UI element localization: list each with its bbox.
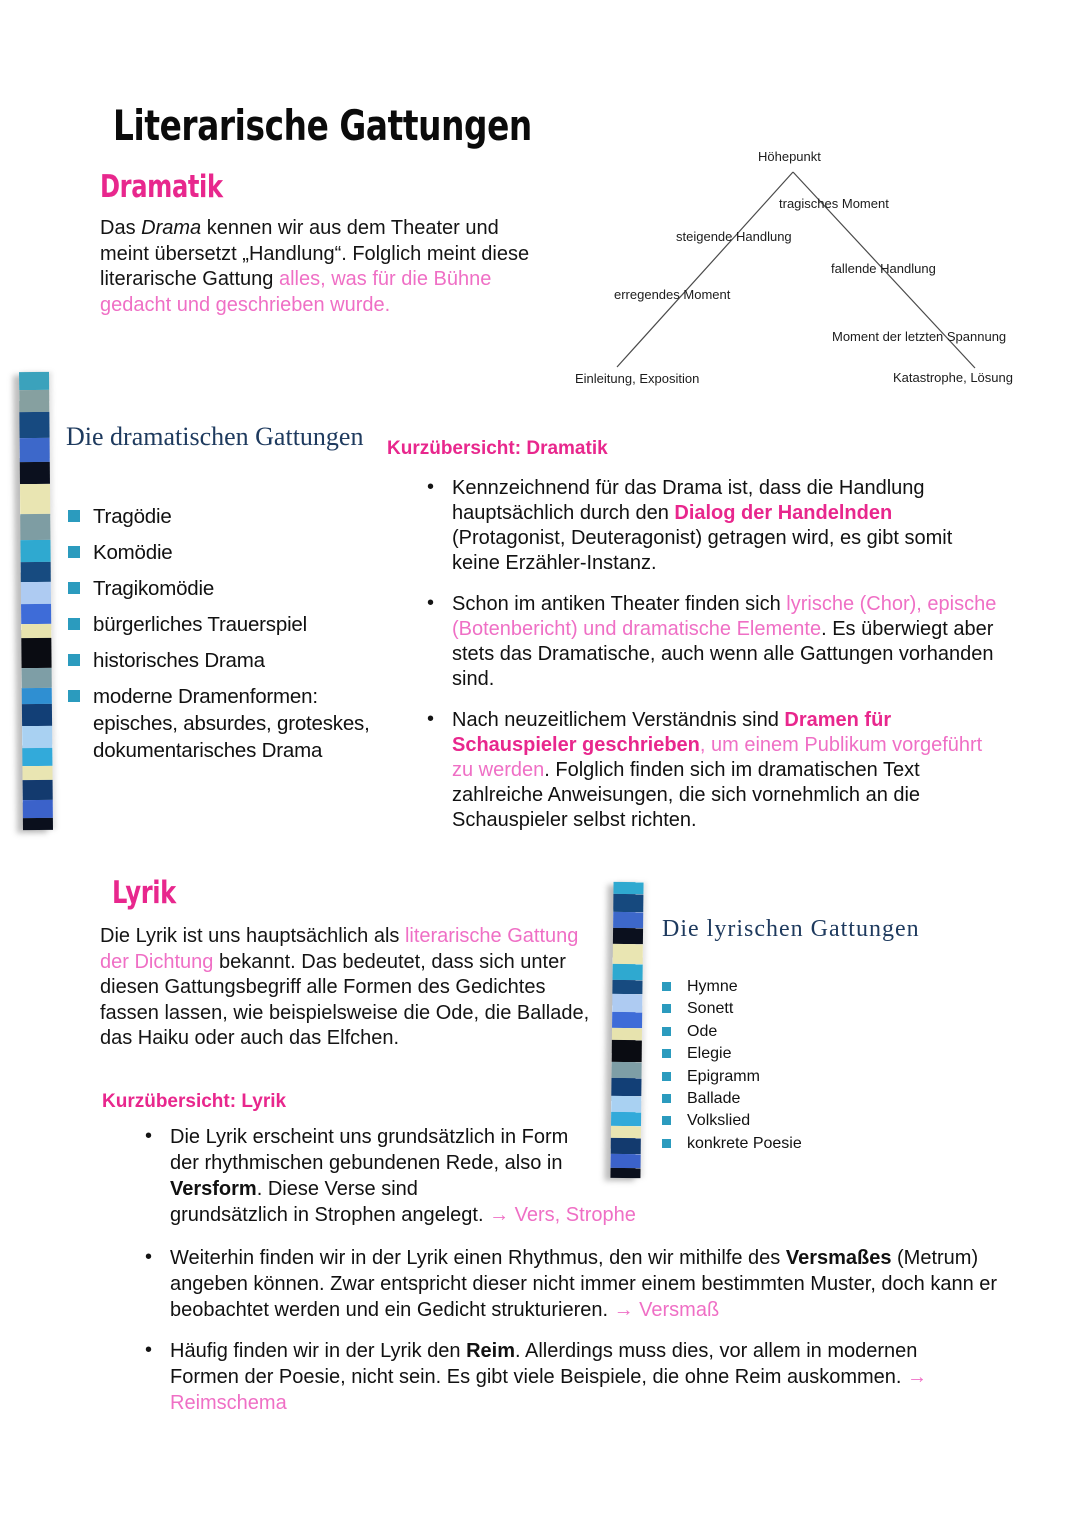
bullet-item [143,1124,636,1228]
list-item-label: Volkslied [687,1112,751,1130]
bullet-text: Weiterhin finden wir in der Lyrik einen Rhythmus, den wir mithilfe des [170,1247,786,1269]
intro-text-pink: alles, was für die Bühne gedacht und geschrieben wurde. [100,268,492,316]
stripe-segment [22,668,52,688]
list-item [68,503,403,530]
intro-text-pink: literarische Gattung der Dichtung [100,925,579,973]
stripe-segment [22,704,52,726]
bullet-text: (Protagonist, Deuteragonist) getragen wird, es gibt somit keine Erzähler-Instanz. [452,527,953,574]
bullet-dot-icon: • [145,1246,153,1268]
bullet-square-icon [662,1094,671,1103]
stripe-segment [20,540,50,562]
stripe-segment [611,1062,641,1078]
list-item [662,998,962,1020]
bullet-square-icon [662,1004,671,1013]
bullet-text-pink: → Versmaß [613,1299,720,1321]
bullet-dot-icon: • [145,1125,153,1147]
bullet-text: (Metrum) angeben können. Zwar entspricht dieser nicht immer einem bestimmten Muster, doch kann er beobachtet werden und ein Gedicht strukturieren. [170,1247,998,1321]
bullet-text-pink-bold: Dialog der Handelnden [674,502,893,524]
bullet-square-icon [662,982,671,991]
bullet-square-icon [662,1072,671,1081]
diagram-label-hoehepunkt: Höhepunkt [758,149,821,164]
list-item-label: Ode [687,1022,718,1040]
stripe-segment [612,994,642,1012]
stripe-segment [22,748,52,766]
bullet-item [143,1338,970,1416]
bullet-square-icon [662,1027,671,1036]
stripe-segment [19,372,49,390]
intro-text: Das [100,217,142,239]
bullet-item [425,592,1003,692]
stripe-segment [612,1012,642,1028]
intro-text: Die Lyrik ist uns hauptsächlich als [100,925,405,947]
stripe-segment [613,928,643,944]
bullet-text: . Diese Verse sind [256,1178,418,1200]
diagram-label-fallende-handlung: fallende Handlung [831,261,936,276]
bullet-square-icon [68,582,80,594]
bullet-text-pink: lyrische (Chor), epische (Botenbericht) und dramatische Elemente [452,593,997,640]
list-item [662,1066,962,1088]
list-item [68,683,403,764]
intro-text: bekannt. Das bedeutet, dass sich unter diesen Gattungsbegriff alle Formen des Gedichtes fassen lassen, wie beispielsweise die Ode, die Ballade, das Haiku oder auch das Elfchen. [100,950,590,1049]
list-item [68,539,403,566]
bullet-text: Häufig finden wir in der Lyrik den [170,1340,467,1362]
decorative-stripe-bar-left [19,372,53,830]
diagram-label-letzte-spannung: Moment der letzten Spannung [832,329,1007,344]
list-item-label: Hymne [687,978,738,995]
diagram-label-steigende-handlung: steigende Handlung [676,229,792,244]
bullet-text-pink-bold: Dramen für Schauspieler geschrieben [452,709,892,756]
bullet-text-bold: Versmaßes [785,1247,892,1269]
intro-text-italic: Drama [141,217,202,239]
stripe-segment [23,800,53,818]
bullet-text: Kennzeichnend für das Drama ist, dass die Handlung hauptsächlich durch den [452,477,925,524]
list-item [662,976,962,998]
bullet-square-icon [68,546,80,558]
page-title: Literarische Gattungen [113,101,532,150]
list-item-label: Elegie [687,1045,732,1063]
bullet-text: . Allerdings muss dies, vor allem in modernen Formen der Poesie, nicht sein. Es gibt viele Beispiele, die ohne Reim auskommen. [170,1340,918,1388]
stripe-segment [613,894,643,912]
stripe-segment [611,1078,641,1096]
list-item-label: moderne Dramenformen: episches, absurdes, groteskes, dokumentarisches Drama [93,685,370,762]
bullet-item [425,708,1003,833]
diagram-label-erregendes-moment: erregendes Moment [614,287,731,302]
stripe-segment [22,688,52,704]
bullet-square-icon [68,690,80,702]
list-item-label: bürgerliches Trauerspiel [93,613,307,636]
bullet-text: . Folglich finden sich im dramatischen Text zahlreiche Anweisungen, die sich vornehmlich an die Schauspieler selbst richten. [452,759,921,831]
kurz-dramatik-list [425,476,1003,849]
list-item-label: Tragödie [93,505,172,528]
bullet-text: Nach neuzeitlichem Verständnis sind [452,709,785,731]
dramatic-genres-heading: Die dramatischen Gattungen [66,422,364,451]
diagram-label-katastrophe: Katastrophe, Lösung [893,370,1013,385]
stripe-segment [612,980,642,994]
list-item [68,647,403,674]
stripe-segment [23,780,53,800]
bullet-dot-icon: • [145,1339,153,1361]
stripe-segment [21,562,51,582]
bullet-text: Die Lyrik erscheint uns grundsätzlich in Form der rhythmischen gebundenen Rede, also in [170,1126,569,1174]
dramatik-intro-paragraph [100,216,548,318]
intro-text: kennen wir aus dem Theater und meint übersetzt „Handlung“. Folglich meint diese literarische Gattung [100,217,530,291]
stripe-segment [20,438,50,462]
stripe-segment [613,882,643,894]
bullet-square-icon [68,510,80,522]
bullet-text-pink: → Vers, Strophe [489,1204,636,1226]
bullet-square-icon [662,1049,671,1058]
drama-structure-diagram [555,140,1035,392]
kurz-dramatik-heading: Kurzübersicht: Dramatik [387,438,608,459]
lyrik-heading: Lyrik [112,875,176,911]
list-item-label: konkrete Poesie [687,1134,802,1152]
bullet-square-icon [68,654,80,666]
kurz-lyrik-heading: Kurzübersicht: Lyrik [102,1091,287,1112]
list-item [68,611,403,638]
bullet-dot-icon: • [427,476,435,498]
bullet-text-pink: → Reimschema [170,1366,928,1414]
bullet-item [425,476,1003,576]
stripe-segment [612,1028,642,1040]
bullet-text: grundsätzlich in Strophen angelegt. [170,1204,490,1226]
stripe-segment [22,726,52,748]
stripe-segment [611,1096,641,1112]
dramatik-heading: Dramatik [100,169,223,205]
stripe-segment [21,582,51,604]
stripe-segment [613,912,643,928]
list-item-label: Ballade [687,1090,741,1108]
stripe-segment [20,462,50,484]
bullet-text-bold: Versform [170,1178,257,1200]
stripe-segment [21,624,51,638]
list-item-label: Komödie [93,541,173,564]
lyrik-intro-paragraph [100,924,598,1052]
bullet-dot-icon: • [427,708,435,730]
stripe-segment [613,944,643,964]
list-item [68,575,403,602]
stripe-segment [612,1040,642,1062]
diagram-label-tragisches-moment: tragisches Moment [779,196,889,211]
bullet-text: . Es überwiegt aber stets das Dramatische, auch wenn alle Gattungen vorhanden sind. [452,618,994,690]
stripe-segment [19,390,49,412]
dramatic-genres-list [68,503,403,773]
list-item [662,1021,962,1043]
lyric-genres-heading: Die lyrischen Gattungen [662,916,920,942]
stripe-segment [20,484,50,514]
stripe-segment [21,638,51,668]
list-item [662,1043,962,1065]
bullet-text-pink: , um einem Publikum vorgeführt zu werden [452,734,983,781]
stripe-segment [613,964,643,980]
pyramid-lines [555,140,1035,392]
stripe-segment [20,514,50,540]
bullet-text-bold: Reim [466,1340,515,1362]
stripe-segment [22,766,52,780]
list-item-label: Epigramm [687,1067,760,1085]
stripe-segment [21,604,51,624]
bullet-text: Schon im antiken Theater finden sich [452,593,787,615]
list-item [662,1088,962,1110]
diagram-label-einleitung: Einleitung, Exposition [575,371,700,386]
kurz-lyrik-list [143,1124,998,1416]
bullet-dot-icon: • [427,592,435,614]
list-item-label: Sonett [687,1000,734,1018]
stripe-segment [19,412,49,438]
list-item-label: Tragikomödie [93,577,215,600]
bullet-square-icon [68,618,80,630]
stripe-segment [23,818,53,830]
list-item-label: historisches Drama [93,649,265,672]
bullet-item [143,1245,1002,1323]
